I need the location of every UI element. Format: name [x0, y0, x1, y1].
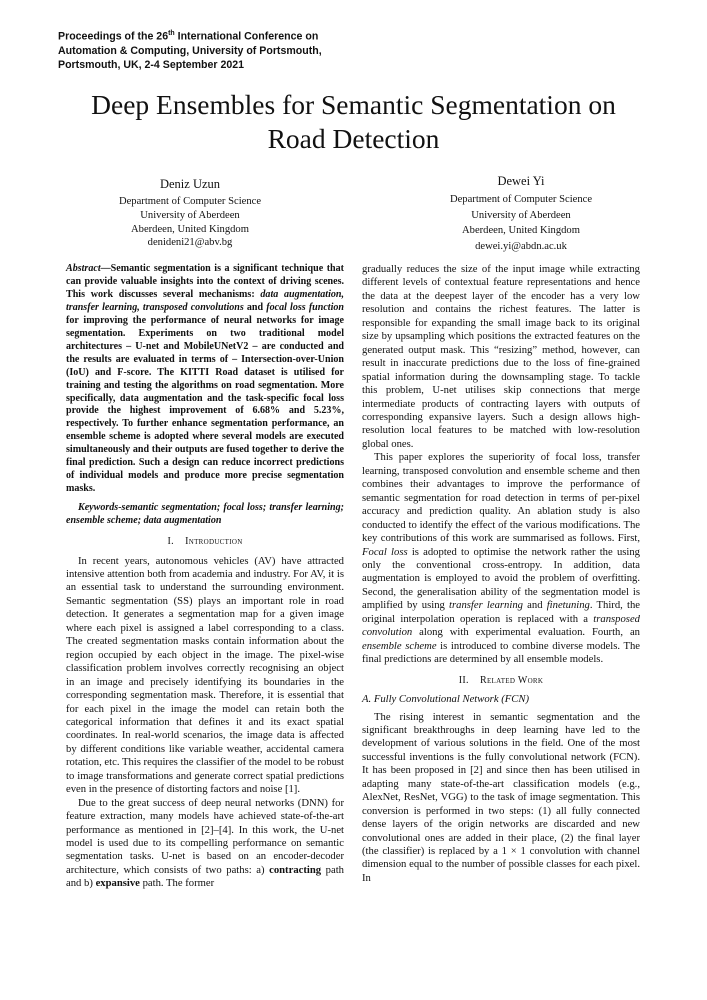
- paper-title: [40, 88, 667, 156]
- author-university: University of Aberdeen: [140, 209, 240, 221]
- author-email: denideni21@abv.bg: [147, 237, 233, 249]
- author-name: Deniz Uzun: [159, 177, 221, 191]
- subsection-heading-fcn: A. Fully Convolutional Network (FCN): [362, 694, 529, 706]
- conference-line-3: Portsmouth, UK, 2-4 September 2021: [58, 58, 245, 71]
- author-address: Aberdeen, United Kingdom: [462, 225, 580, 237]
- abstract: Abstract—Semantic segmentation is a significant technique that can provide valuable insights into the context of driving scenes. This work discusses several mechanisms: data augmentation, transfer learning, transposed convolutions and focal loss function for improving the performance of neural networks for image segmentation. Experiments on two traditional model architectures – U-net and MobileUNetV2 – are conducted and the results are evaluated in terms of – Intersection-over-Union (IoU) and F-score. The KITTI Road dataset is utilised for training and testing the algorithms on road segmentation. More specifically, data augmentation and the task-specific focal loss provide the highest improvement of 6.68% and 5.23%, respectively. To further enhance segmentation performance, an ensemble scheme is adopted where several models are executed simultaneously and their outputs are fused together to derive the final prediction. Such a design can reduce incorrect predictions of individual models and produce more precise segmentation masks.: [66, 263, 345, 495]
- author-name: Dewei Yi: [497, 174, 545, 188]
- author-department: Department of Computer Science: [449, 194, 593, 205]
- intro-paragraph-2-continued: gradually reduces the size of the input image while extracting different levels of contextual feature representations and hence the data at the deepest layer of the encoder has a very low resolution and contains the richest features. The latter is responsible for expanding the small image back to its original size by upsampling which positions the extracted features on the generated output mask. This “resizing” method, however, can result in inaccurate predictions due to the loss of fine-grained spatial information during the downsampling stage. To tackle this problem, U-net utilises skip connections that merge intermediate products of contracting layers with outputs of corresponding expansive layers. Such a design allows high-resolution local features to be matched with low-resolution global ones.: [362, 264, 640, 450]
- title-line-1: Deep Ensembles for Semantic Segmentation on: [91, 89, 616, 120]
- conference-header: [58, 27, 398, 72]
- author-department: Department of Computer Science: [118, 196, 262, 207]
- keywords: Keywords-semantic segmentation; focal loss; transfer learning; ensemble scheme; data augmentation: [66, 502, 344, 527]
- section-heading-related-work: II. Related Work: [458, 674, 544, 686]
- conference-line-1: Proceedings of the 26th International Conference on: [58, 30, 319, 43]
- left-column: [66, 263, 344, 891]
- section-heading-introduction: I. Introduction: [167, 536, 243, 548]
- right-column: [362, 263, 640, 885]
- related-work-paragraph-1: The rising interest in semantic segmentation and the significant breakthroughs in deep learning have led to the development of various solutions in the field. One of the most successful inventions is the fully convolutional network (FCN). It has been proposed in [2] and since then has been utilised in adapting many state-of-the-art classification models (e.g., AlexNet, ResNet, VGG) to the task of image segmentation. This conversion is performed in two steps: (1) all fully connected dense layers of the origin networks are discarded and new convolutional ones are added in their place, (2) the final layer (the classifier) is replaced by a 1 × 1 convolution with channel dimension equal to the number of possible classes for each pixel. In: [362, 711, 640, 884]
- title-line-2: Road Detection: [267, 123, 440, 154]
- author-block-2: [416, 173, 626, 254]
- intro-paragraph-2: Due to the great success of deep neural networks (DNN) for feature extraction, many models have achieved state-of-the-art performance as mentioned in [2]–[4]. In this work, the U-net model is used due to its compelling performance on semantic segmentation tasks. U-net is based on an encoder-decoder architecture, which consists of two paths: a) contracting path and b) expansive path. The former: [66, 797, 345, 890]
- intro-paragraph-1: In recent years, autonomous vehicles (AV) have attracted intensive attention both from academia and industry. For AV, it is an essential task to understand the surrounding environment. Semantic segmentation (SS) plays an important role in road detection. It generates a segmentation map for a given image where each pixel is assigned a label corresponding to a class. The created segmentation masks contain information about the region occupied by each object in the image. The pixel-wise classification problem involves correctly recognising an object in an image and precisely identifying its boundaries in the corresponding segmentation mask. Therefore, it is essential that for each pixel in the image the model can retain both the categorical information that defines it and its exact spatial coordinates. In real-world scenarios, the image data is affected by different conditions like variable weather, accidental camera rotation, etc. This requires the classifier of the model to be robust to image transformations and generate correct spatial predictions even in the presence of distorting factors and noise [1].: [66, 555, 344, 796]
- author-email: dewei.yi@abdn.ac.uk: [475, 240, 567, 252]
- author-address: Aberdeen, United Kingdom: [131, 223, 249, 235]
- intro-paragraph-3: This paper explores the superiority of focal loss, transfer learning, transposed convolution and ensemble scheme and then combines their advantages to improve the performance of semantic segmentation for road detection in terms of per-pixel accuracy and prediction quality. An ablation study is also conducted to identify the effect of the various modifications. The key contributions of this work are summarised as follows. First, Focal loss is adopted to optimise the network rather the using only the conventional cross-entropy. In addition, data augmentation is employed to avoid the problem of overfitting. Second, the generalisation ability of the segmentation model is amplified by using transfer learning and finetuning. Third, the original interpolation operation is replaced with a transposed convolution along with experimental evaluation. Fourth, an ensemble scheme is introduced to combine diverse models. The final predictions are determined by all ensemble models.: [362, 452, 641, 666]
- conference-line-2: Automation & Computing, University of Portsmouth,: [58, 44, 322, 57]
- author-university: University of Aberdeen: [471, 209, 571, 221]
- author-block-1: [90, 176, 290, 250]
